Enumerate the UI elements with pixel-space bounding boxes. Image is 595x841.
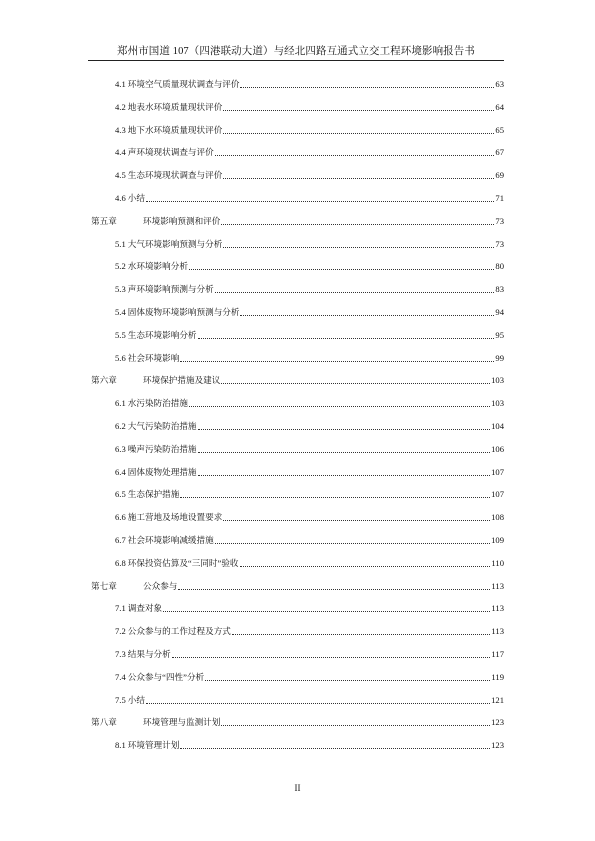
toc-entry-page: 63 (495, 79, 504, 89)
toc-entry-title: 社会环境影响 (127, 352, 180, 363)
toc-entry-title: 环境保护措施及建议 (143, 375, 221, 386)
toc-entry-number: 4.6 (115, 193, 126, 203)
toc-entry-title: 声环境现状调查与评价 (127, 147, 214, 158)
toc-leader-dots (146, 702, 490, 704)
toc-section-entry[interactable] (115, 258, 504, 272)
toc-entry-number: 7.5 (115, 694, 126, 705)
toc-section-entry[interactable] (115, 122, 504, 136)
page-number: II (294, 783, 301, 793)
toc-section-entry[interactable] (115, 509, 504, 523)
toc-chapter-entry[interactable] (91, 578, 504, 592)
toc-leader-dots (189, 405, 490, 407)
toc-entry-page: 99 (495, 352, 504, 363)
toc-leader-dots (215, 542, 490, 544)
toc-entry-title: 环境管理计划 (127, 740, 180, 751)
toc-entry-number: 第七章 (91, 580, 117, 591)
toc-entry-page: 123 (491, 717, 504, 728)
toc-entry-page: 107 (491, 489, 504, 500)
toc-section-entry[interactable] (115, 464, 504, 478)
toc-chapter-entry[interactable] (91, 714, 504, 728)
toc-leader-dots (232, 633, 491, 635)
toc-entry-number: 6.7 (115, 535, 126, 545)
toc-entry-page: 95 (495, 329, 504, 340)
toc-leader-dots (178, 588, 490, 590)
toc-leader-dots (198, 474, 491, 476)
toc-section-entry[interactable] (115, 623, 504, 637)
toc-entry-title: 公众参与的工作过程及方式 (127, 626, 231, 637)
toc-entry-title: 水污染防治措施 (127, 398, 188, 409)
toc-entry-title: 环境管理与监测计划 (143, 717, 221, 728)
toc-leader-dots (240, 86, 494, 88)
toc-entry-number: 5.5 (115, 329, 126, 340)
toc-entry-title: 环境影响预测和评价 (143, 215, 221, 226)
toc-entry-title: 生态环境影响分析 (127, 329, 197, 340)
toc-entry-number: 6.6 (115, 512, 126, 523)
toc-entry-title: 生态保护措施 (127, 489, 180, 500)
toc-section-entry[interactable] (115, 692, 504, 706)
toc-chapter-entry[interactable] (91, 213, 504, 227)
toc-entry-number: 4.2 (115, 101, 126, 112)
toc-entry-title: 社会环境影响减缓措施 (127, 535, 214, 545)
toc-leader-dots (221, 382, 490, 384)
toc-entry-title: 结果与分析 (127, 649, 171, 659)
toc-leader-dots (223, 109, 494, 111)
toc-entry-page: 69 (495, 170, 504, 181)
toc-entry-page: 110 (491, 557, 504, 568)
toc-section-entry[interactable] (115, 281, 504, 295)
toc-entry-page: 113 (491, 580, 504, 591)
toc-entry-title: 大气污染防治措施 (127, 421, 197, 431)
toc-entry-page: 117 (491, 649, 504, 659)
toc-leader-dots (221, 223, 494, 225)
toc-entry-number: 4.1 (115, 79, 126, 89)
toc-section-entry[interactable] (115, 327, 504, 341)
toc-entry-number: 6.8 (115, 557, 126, 568)
toc-entry-page: 83 (495, 284, 504, 295)
toc-entry-title: 固体废物处理措施 (127, 466, 197, 477)
toc-entry-page: 64 (495, 101, 504, 112)
toc-leader-dots (223, 132, 494, 134)
toc-leader-dots (198, 451, 491, 453)
toc-entry-number: 7.3 (115, 649, 126, 659)
toc-leader-dots (180, 360, 494, 362)
toc-entry-title: 小结 (127, 193, 145, 203)
toc-leader-dots (205, 679, 490, 681)
toc-entry-page: 113 (491, 603, 504, 614)
toc-entry-page: 94 (495, 307, 504, 317)
toc-entry-page: 123 (491, 740, 504, 751)
toc-section-entry[interactable] (115, 144, 504, 158)
toc-section-entry[interactable] (115, 441, 504, 455)
toc-entry-page: 106 (491, 443, 504, 454)
toc-entry-page: 107 (491, 466, 504, 477)
toc-leader-dots (221, 724, 490, 726)
toc-entry-number: 4.5 (115, 170, 126, 181)
toc-section-entry[interactable] (115, 190, 504, 204)
toc-entry-page: 121 (491, 694, 504, 705)
toc-entry-number: 7.4 (115, 671, 126, 682)
toc-section-entry[interactable] (115, 600, 504, 614)
toc-entry-page: 104 (491, 421, 504, 431)
toc-leader-dots (180, 747, 490, 749)
toc-leader-dots (198, 428, 491, 430)
toc-entry-title: 施工营地及场地设置要求 (127, 512, 223, 523)
toc-leader-dots (223, 177, 494, 179)
toc-leader-dots (215, 291, 495, 293)
toc-section-entry[interactable] (115, 646, 504, 660)
toc-leader-dots (240, 314, 494, 316)
toc-entry-page: 103 (491, 398, 504, 409)
toc-section-entry[interactable] (115, 167, 504, 181)
toc-section-entry[interactable] (115, 236, 504, 250)
toc-leader-dots (240, 565, 491, 567)
toc-section-entry[interactable] (115, 304, 504, 318)
toc-entry-number: 5.6 (115, 352, 126, 363)
toc-entry-page: 108 (491, 512, 504, 523)
toc-entry-title: 地下水环境质量现状评价 (127, 124, 223, 135)
toc-entry-title: 大气环境影响预测与分析 (127, 238, 223, 249)
toc-entry-title: 小结 (127, 694, 145, 705)
toc-section-entry[interactable] (115, 418, 504, 432)
toc-entry-number: 7.1 (115, 603, 126, 614)
toc-entry-page: 67 (495, 147, 504, 158)
toc-entry-number: 6.1 (115, 398, 126, 409)
toc-entry-number: 6.4 (115, 466, 126, 477)
toc-entry-number: 5.2 (115, 261, 126, 272)
toc-section-entry[interactable] (115, 737, 504, 751)
toc-entry-number: 6.2 (115, 421, 126, 431)
toc-entry-number: 5.4 (115, 307, 126, 317)
running-header: 郑州市国道 107（四港联动大道）与经北四路互通式立交工程环境影响报告书 (117, 46, 475, 57)
toc-entry-title: 生态环境现状调查与评价 (127, 170, 223, 181)
toc-section-entry[interactable] (115, 99, 504, 113)
toc-entry-title: 声环境影响预测与分析 (127, 284, 214, 295)
toc-entry-title: 调查对象 (127, 603, 163, 614)
toc-entry-title: 环境空气质量现状调查与评价 (127, 79, 240, 89)
toc-entry-title: 水环境影响分析 (127, 261, 188, 272)
toc-leader-dots (189, 268, 494, 270)
toc-entry-title: 公众参与“四性”分析 (127, 671, 205, 682)
toc-entry-page: 73 (495, 215, 504, 226)
toc-entry-number: 6.3 (115, 443, 126, 454)
toc-section-entry[interactable] (115, 669, 504, 683)
toc-entry-page: 109 (491, 535, 504, 545)
toc-entry-page: 65 (495, 124, 504, 135)
toc-entry-number: 第六章 (91, 375, 117, 386)
toc-entry-title: 噪声污染防治措施 (127, 443, 197, 454)
toc-leader-dots (223, 519, 490, 521)
toc-entry-number: 第八章 (91, 717, 117, 728)
toc-chapter-entry[interactable] (91, 372, 504, 386)
toc-section-entry[interactable] (115, 532, 504, 546)
toc-entry-number: 5.1 (115, 238, 126, 249)
toc-section-entry[interactable] (115, 350, 504, 364)
toc-leader-dots (215, 154, 495, 156)
toc-entry-number: 7.2 (115, 626, 126, 637)
toc-entry-page: 80 (495, 261, 504, 272)
toc-entry-title: 公众参与 (143, 580, 178, 591)
toc-entry-number: 4.4 (115, 147, 126, 158)
toc-section-entry[interactable] (115, 395, 504, 409)
toc-entry-page: 103 (491, 375, 504, 386)
toc-entry-number: 4.3 (115, 124, 126, 135)
toc-entry-number: 6.5 (115, 489, 126, 500)
toc-section-entry[interactable] (115, 486, 504, 500)
toc-leader-dots (198, 337, 495, 339)
toc-entry-page: 113 (491, 626, 504, 637)
toc-entry-title: 环保投资估算及“三同时”验收 (127, 557, 239, 568)
toc-leader-dots (163, 610, 490, 612)
toc-entry-page: 73 (495, 238, 504, 249)
toc-leader-dots (180, 496, 490, 498)
toc-entry-page: 119 (491, 671, 504, 682)
toc-leader-dots (146, 200, 494, 202)
toc-entry-title: 地表水环境质量现状评价 (127, 101, 223, 112)
toc-entry-title: 固体废物环境影响预测与分析 (127, 307, 240, 317)
toc-section-entry[interactable] (115, 76, 504, 90)
toc-section-entry[interactable] (115, 555, 504, 569)
toc-leader-dots (223, 246, 494, 248)
toc-entry-number: 第五章 (91, 215, 117, 226)
toc-leader-dots (172, 656, 491, 658)
toc-entry-number: 8.1 (115, 740, 126, 751)
toc-entry-number: 5.3 (115, 284, 126, 295)
toc-entry-page: 71 (495, 193, 504, 203)
